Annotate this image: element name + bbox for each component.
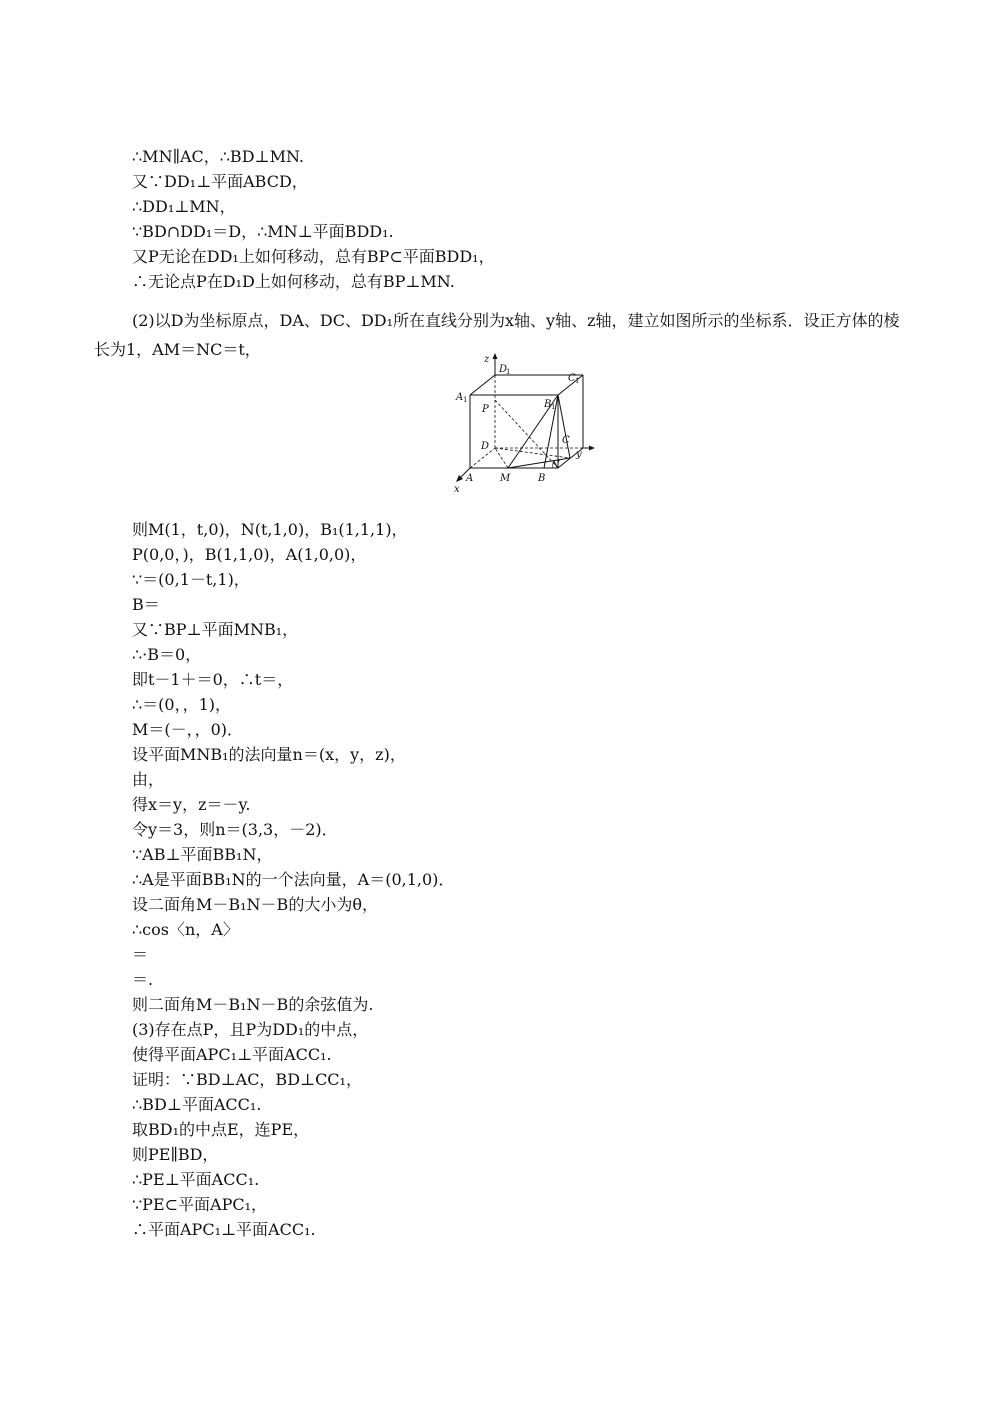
- label-x: x: [454, 484, 460, 495]
- text-line: ∴cos〈n，A〉: [132, 920, 239, 939]
- text-line: 又∵BP⊥平面MNB₁，: [132, 620, 299, 639]
- text-line: P(0,0，)，B(1,1,0)，A(1,0,0)，: [132, 545, 367, 564]
- line-PB-hidden: [495, 400, 558, 468]
- label-D1: D: [499, 364, 508, 375]
- text-line: ∴·B＝0，: [132, 645, 202, 664]
- text-line: ＝: [132, 945, 149, 964]
- label-z: z: [484, 354, 490, 365]
- cube-coordinate-figure: [440, 350, 600, 500]
- line-MN: [508, 458, 570, 468]
- line-DN-hidden: [495, 448, 570, 458]
- part2-intro-paragraph: (2)以D为坐标原点，DA、DC、DD₁所在直线分别为x轴、y轴、z轴，建立如图所示的坐标系．设正方体的棱长为1，AM＝NC＝t，: [94, 311, 900, 359]
- text-line: ∴DD₁⊥MN，: [132, 197, 236, 216]
- label-N: N: [551, 460, 560, 471]
- text-line: 证明：∵BD⊥AC，BD⊥CC₁，: [132, 1070, 362, 1089]
- label-A1-sub: 1: [463, 396, 468, 404]
- text-line: ∴平面APC₁⊥平面ACC₁.: [132, 1220, 316, 1239]
- text-line: 又∵DD₁⊥平面ABCD，: [132, 172, 308, 191]
- text-line: 设平面MNB₁的法向量n＝(x，y，z)，: [132, 745, 406, 764]
- text-line: ∴PE⊥平面ACC₁.: [132, 1170, 260, 1189]
- text-line: 则M(1，t,0)，N(t,1,0)，B₁(1,1,1)，: [132, 520, 408, 539]
- label-B: B: [538, 473, 546, 484]
- label-B1-sub: 1: [551, 403, 556, 411]
- label-C: C: [562, 435, 570, 446]
- text-line: ∵PE⊂平面APC₁，: [132, 1195, 268, 1214]
- text-line: 则PE∥BD，: [132, 1145, 219, 1164]
- text-line: 得x＝y，z＝－y.: [132, 795, 251, 814]
- text-line: ∴MN∥AC，∴BD⊥MN.: [132, 147, 305, 166]
- text-line: ∴BD⊥平面ACC₁.: [132, 1095, 262, 1114]
- text-line: B＝: [132, 595, 160, 614]
- label-M: M: [500, 473, 511, 484]
- text-line: 又P无论在DD₁上如何移动，总有BP⊂平面BDD₁，: [132, 247, 495, 266]
- text-line: 取BD₁的中点E，连PE，: [132, 1120, 310, 1139]
- text-line: ∴A是平面BB₁N的一个法向量，A＝(0,1,0)．: [132, 870, 455, 889]
- text-line: ∴＝(0，，1)，: [132, 695, 232, 714]
- text-line: (3)存在点P，且P为DD₁的中点，: [132, 1020, 369, 1039]
- text-line: ∵AB⊥平面BB₁N，: [132, 845, 273, 864]
- text-line: 使得平面APC₁⊥平面ACC₁.: [132, 1045, 332, 1064]
- label-P: P: [482, 404, 489, 415]
- label-y: y: [576, 449, 582, 460]
- text-line: ＝.: [132, 970, 154, 989]
- text-line: ∵＝(0,1－t,1)，: [132, 570, 250, 589]
- text-line: 则二面角M－B₁N－B的余弦值为.: [132, 995, 374, 1014]
- edge-A1D1: [470, 375, 495, 395]
- line-B1N: [558, 395, 570, 458]
- label-B1: B: [544, 399, 552, 410]
- label-C1-sub: 1: [575, 377, 580, 385]
- text-line: 设二面角M－B₁N－B的大小为θ，: [132, 895, 378, 914]
- label-A: A: [466, 473, 474, 484]
- z-arrow-icon: [493, 353, 498, 359]
- label-C1: C: [568, 373, 576, 384]
- text-line: 即t－1＋＝0，∴t＝，: [132, 670, 294, 689]
- text-line: ∴无论点P在D₁D上如何移动，总有BP⊥MN.: [132, 272, 455, 291]
- text-line: 由，: [132, 770, 165, 789]
- text-line: ∵BD∩DD₁＝D，∴MN⊥平面BDD₁.: [132, 222, 394, 241]
- text-line: M＝(－，，0)．: [132, 720, 244, 739]
- text-line: 令y＝3，则n＝(3,3，－2)．: [132, 820, 338, 839]
- y-arrow-icon: [589, 446, 595, 451]
- label-A1: A: [456, 392, 464, 403]
- label-D1-sub: 1: [506, 368, 511, 376]
- label-D: D: [481, 441, 490, 452]
- line-MD-hidden: [495, 448, 508, 468]
